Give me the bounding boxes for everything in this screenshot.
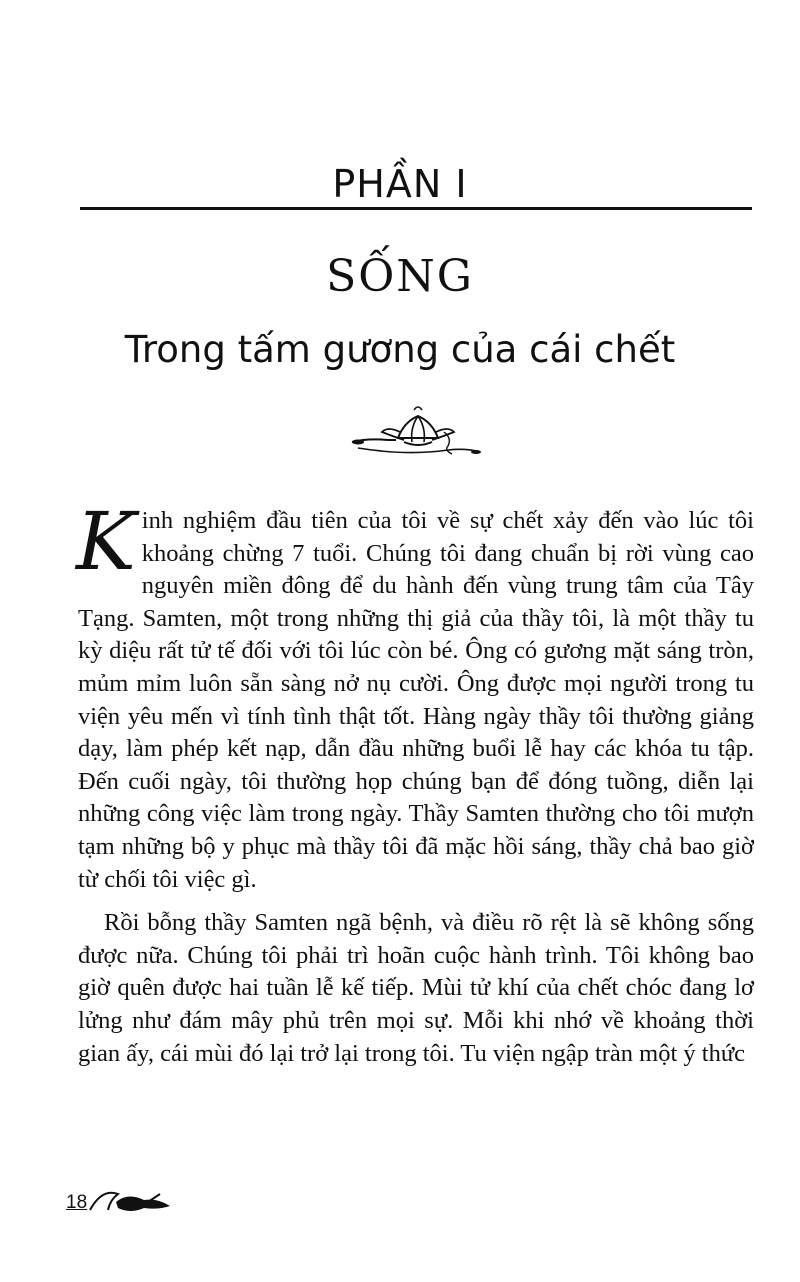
fish-flourish-icon xyxy=(88,1180,172,1216)
chapter-title: SỐNG xyxy=(326,251,474,303)
part-title: PHẦN I xyxy=(332,162,468,206)
chapter-subtitle: Trong tấm gương của cái chết xyxy=(124,328,676,371)
page-number: 18 xyxy=(66,1192,88,1213)
lotus-flourish-icon xyxy=(348,402,488,462)
body-text xyxy=(76,495,754,1070)
page-footer xyxy=(62,1172,172,1222)
drop-cap: K xyxy=(76,495,136,588)
paragraph-1 xyxy=(76,495,754,896)
paragraph-1-text: inh nghiệm đầu tiên của tôi về sự chết xảy đến vào lúc tôi khoảng chừng 7 tuổi. Chúng tôi đang chuẩn bị rời vùng cao nguyên miền đông để du hành đến vùng trung tâm của Tây Tạng. Samten, một trong những thị giả của thầy tôi, là một thầy tu kỳ diệu rất tử tế đối với tôi lúc còn bé. Ông có gương mặt sáng tròn, mủm mỉm luôn sẵn sàng nở nụ cười. Ông được mọi người trong tu viện yêu mến vì tính tình thật tốt. Hàng ngày thầy tôi thường giảng dạy, làm phép kết nạp, dẫn đầu những buổi lễ hay các khóa tu tập. Đến cuối ngày, tôi thường họp chúng bạn để đóng tuồng, diễn lại những công việc làm trong ngày. Thầy Samten thường cho tôi mượn tạm những bộ y phục mà thầy tôi đã mặc hồi sáng, thầy chả bao giờ từ chối tôi việc gì. xyxy=(78,507,754,893)
paragraph-2: Rồi bỗng thầy Samten ngã bệnh, và điều rõ rệt là sẽ không sống được nữa. Chúng tôi phải trì hoãn cuộc hành trình. Tôi không bao giờ quên được hai tuần lễ kế tiếp. Mùi tử khí của chết chóc đang lơ lửng như đám mây phủ trên mọi sự. Mỗi khi nhớ về khoảng thời gian ấy, cái mùi đó lại trở lại trong tôi. Tu viện ngập tràn một ý thức xyxy=(78,909,754,1067)
title-rule xyxy=(80,207,752,210)
